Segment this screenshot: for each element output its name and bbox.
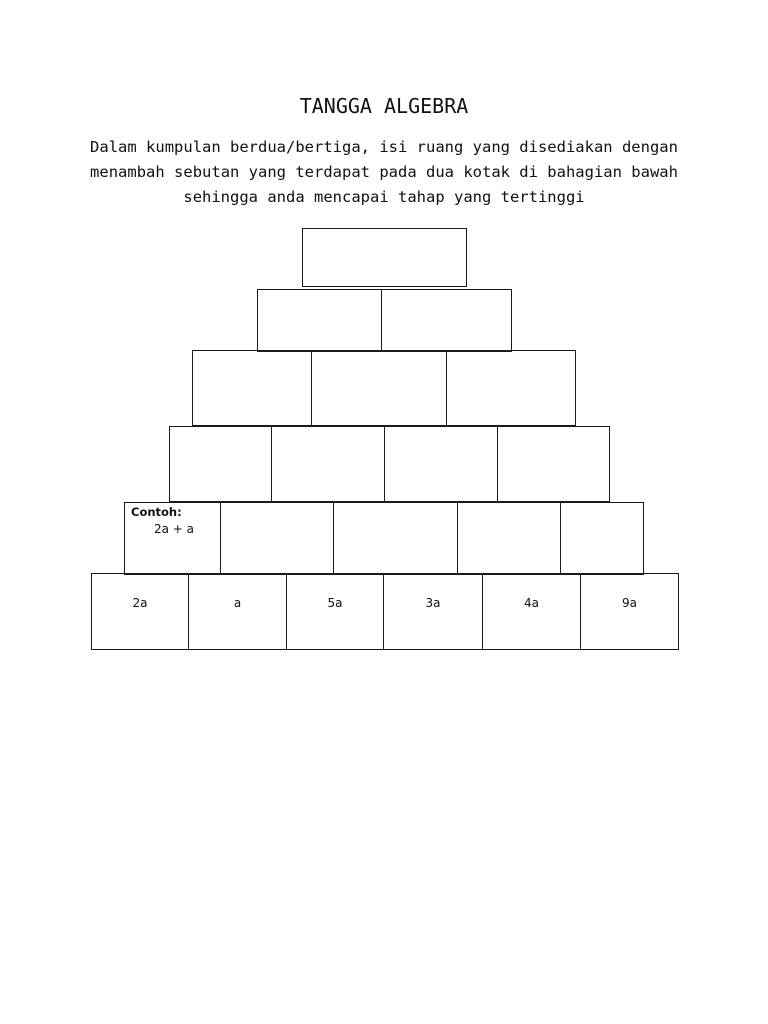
- instruction-line-2: menambah sebutan yang terdapat pada dua kotak di bahagian bawah: [90, 163, 678, 181]
- ladder-box-level3-1[interactable]: [169, 426, 272, 502]
- base-term: 9a: [622, 596, 637, 610]
- example-expression: 2a + a: [154, 522, 195, 536]
- base-box-4: [383, 573, 483, 650]
- base-term: 5a: [327, 596, 343, 610]
- base-box-6: [580, 573, 679, 650]
- ladder-box-level2-3[interactable]: [333, 502, 458, 575]
- ladder-box-level3-2[interactable]: [271, 426, 385, 502]
- instruction-line-1: Dalam kumpulan berdua/bertiga, isi ruang yang disediakan dengan: [90, 138, 678, 156]
- ladder-box-level5-1[interactable]: [257, 289, 382, 352]
- base-term: 3a: [425, 596, 441, 610]
- ladder-box-level2-2[interactable]: [220, 502, 334, 575]
- ladder-box-level4-3[interactable]: [446, 350, 576, 426]
- example-label: Contoh:: [131, 505, 182, 519]
- instruction-line-3: sehingga anda mencapai tahap yang tertinggi: [183, 188, 585, 206]
- base-term: a: [233, 596, 242, 610]
- ladder-box-level3-4[interactable]: [497, 426, 610, 502]
- base-box-5: [482, 573, 581, 650]
- ladder-box-level2-example[interactable]: [124, 502, 221, 575]
- ladder-box-level4-2[interactable]: [311, 350, 447, 426]
- ladder-box-top[interactable]: [302, 228, 467, 287]
- ladder-box-level4-1[interactable]: [192, 350, 312, 426]
- base-term: 4a: [524, 596, 539, 610]
- base-box-3: [286, 573, 384, 650]
- base-term: 2a: [132, 596, 148, 610]
- page-title: TANGGA ALGEBRA: [299, 94, 469, 118]
- base-box-2: [188, 573, 287, 650]
- base-box-1: [91, 573, 189, 650]
- ladder-box-level3-3[interactable]: [384, 426, 498, 502]
- ladder-box-level2-4[interactable]: [457, 502, 561, 575]
- ladder-box-level5-2[interactable]: [381, 289, 512, 352]
- ladder-box-level2-5[interactable]: [560, 502, 644, 575]
